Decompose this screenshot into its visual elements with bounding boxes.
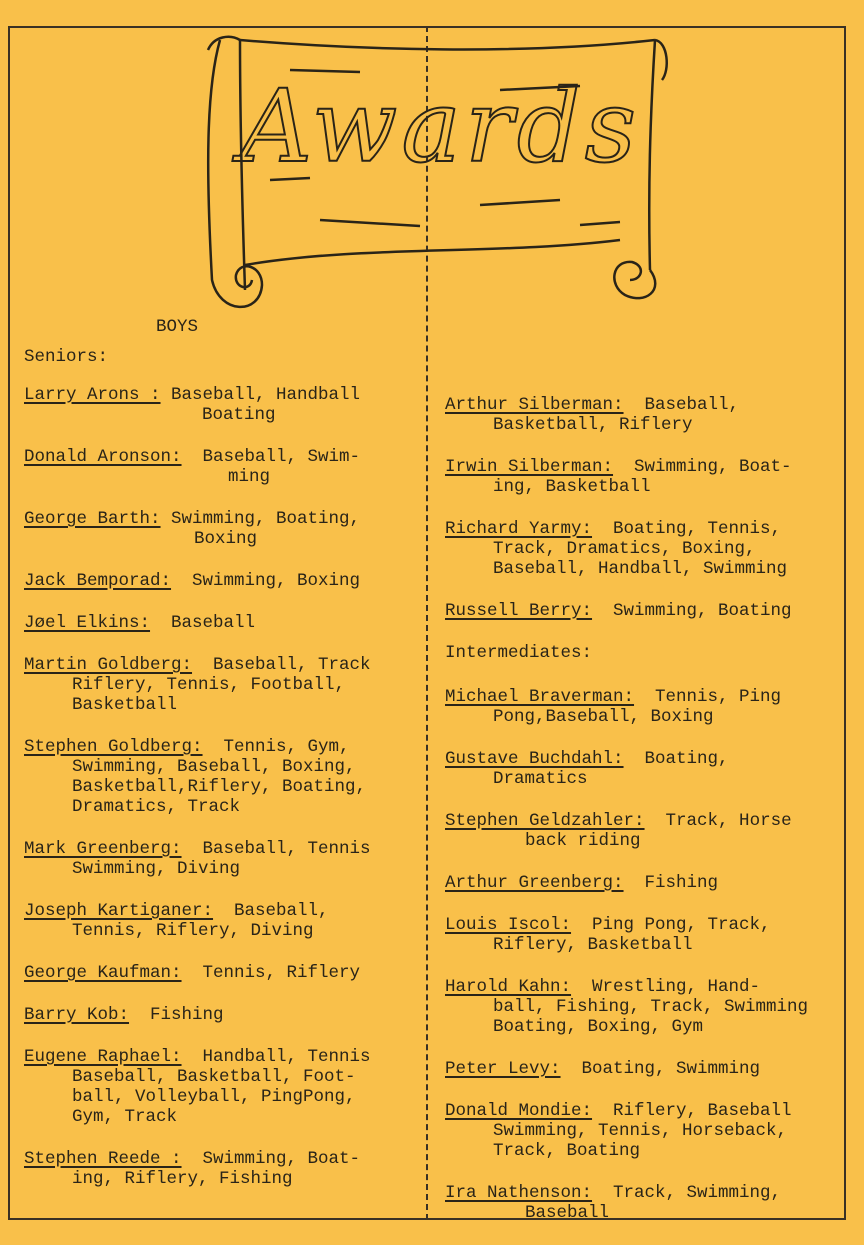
award-entry [445,687,850,727]
award-list: Tennis, Riflery [181,963,361,983]
award-list-continued: Baseball [525,1203,610,1223]
award-list: Track, Horse [644,811,792,831]
section-heading-seniors: Seniors: [24,347,109,367]
award-entry [24,1047,429,1127]
award-list: Swimming, Boating, [160,509,361,529]
award-list: Wrestling, Hand- [571,977,761,997]
award-name: Michael Braverman: [445,687,635,707]
award-entry [445,1101,850,1161]
award-name: Eugene Raphael: [24,1047,182,1067]
left-column [24,317,429,1211]
award-entry [445,395,850,435]
award-list: Swimming, Boating [592,601,792,621]
award-entry [445,1183,850,1223]
award-name: Jøel Elkins: [24,613,151,633]
award-list-continued: Basketball, Riflery [493,415,693,435]
award-entry [24,1149,429,1189]
award-entry [445,915,850,955]
award-entry [24,509,429,549]
group-heading: BOYS [156,317,199,337]
award-entry [445,749,850,789]
award-list: Riflery, Baseball [592,1101,792,1121]
award-name: Mark Greenberg: [24,839,182,859]
award-list-continued: Baseball, Basketball, Foot- ball, Volleyball, PingPong, Gym, Track [72,1067,356,1127]
award-list: Fishing [623,873,719,893]
award-list: Ping Pong, Track, [571,915,771,935]
award-list-continued: Swimming, Tennis, Horseback, Track, Boating [493,1121,788,1161]
award-entry [24,901,429,941]
award-name: Arthur Greenberg: [445,873,624,893]
award-entry [24,737,429,817]
award-list-continued: ing, Riflery, Fishing [72,1169,293,1189]
award-list-continued: ming [228,467,271,487]
award-list-continued: Riflery, Basketball [493,935,693,955]
award-list-continued: Swimming, Baseball, Boxing, Basketball,Riflery, Boating, Dramatics, Track [72,757,367,817]
award-entry [24,655,429,715]
award-list-continued: Swimming, Diving [72,859,241,879]
award-list-continued: ball, Fishing, Track, Swimming Boating, Boxing, Gym [493,997,809,1037]
award-list-continued: ing, Basketball [493,477,651,497]
award-name: Stephen Goldberg: [24,737,203,757]
award-list-continued: Dramatics [493,769,588,789]
award-name: Barry Kob: [24,1005,130,1025]
award-name: Stephen Reede : [24,1149,182,1169]
award-name: Russell Berry: [445,601,593,621]
award-list: Boating, Swimming [560,1059,761,1079]
award-entry [24,571,429,591]
award-name: Donald Mondie: [445,1101,593,1121]
section-heading-intermediates: Intermediates: [445,643,593,663]
award-name: Arthur Silberman: [445,395,624,415]
award-name: Louis Iscol: [445,915,572,935]
award-entry [445,601,850,621]
award-name: Harold Kahn: [445,977,572,997]
award-name: George Kaufman: [24,963,182,983]
award-list: Handball, Tennis [181,1047,371,1067]
award-list: Swimming, Boat- [613,457,792,477]
award-entry [24,963,429,983]
award-name: Peter Levy: [445,1059,561,1079]
award-name: Martin Goldberg: [24,655,193,675]
award-list: Swimming, Boxing [171,571,361,591]
award-entry [24,447,429,487]
award-list-continued: Pong,Baseball, Boxing [493,707,714,727]
award-entry [24,613,429,633]
award-name: Stephen Geldzahler: [445,811,645,831]
award-name: George Barth: [24,509,161,529]
page-title: Awards [240,68,641,185]
award-list-continued: Track, Dramatics, Boxing, Baseball, Handball, Swimming [493,539,788,579]
award-name: Gustave Buchdahl: [445,749,624,769]
award-name: Irwin Silberman: [445,457,614,477]
award-name: Ira Nathenson: [445,1183,593,1203]
award-name: Richard Yarmy: [445,519,593,539]
award-list: Boating, [623,749,729,769]
award-list-continued: Tennis, Riflery, Diving [72,921,314,941]
award-list: Baseball, Track [192,655,371,675]
award-list-continued: back riding [525,831,641,851]
award-entry [24,1005,429,1025]
award-entry [445,1059,850,1079]
award-entry [445,811,850,851]
award-list-continued: Riflery, Tennis, Football, Basketball [72,675,346,715]
award-entry [24,385,429,425]
award-name: Donald Aronson: [24,447,182,467]
award-list: Tennis, Gym, [202,737,350,757]
award-list: Tennis, Ping [634,687,782,707]
award-list: Baseball, Swim- [181,447,361,467]
award-entry [445,873,850,893]
award-list: Boating, Tennis, [592,519,782,539]
award-list-continued: Boxing [194,529,258,549]
award-entry [445,977,850,1037]
award-list: Baseball, [623,395,740,415]
award-list: Swimming, Boat- [181,1149,361,1169]
award-name: Joseph Kartiganer: [24,901,214,921]
award-list: Baseball, [213,901,329,921]
award-list: Baseball [150,613,256,633]
award-list: Fishing [129,1005,224,1025]
award-list: Track, Swimming, [592,1183,782,1203]
award-entry [445,519,850,579]
award-list-continued: Boating [202,405,276,425]
award-name: Larry Arons : [24,385,161,405]
award-entry [445,457,850,497]
award-list: Baseball, Handball [160,385,361,405]
award-name: Jack Bemporad: [24,571,172,591]
right-column [445,395,850,1245]
award-list: Baseball, Tennis [181,839,371,859]
award-entry [24,839,429,879]
